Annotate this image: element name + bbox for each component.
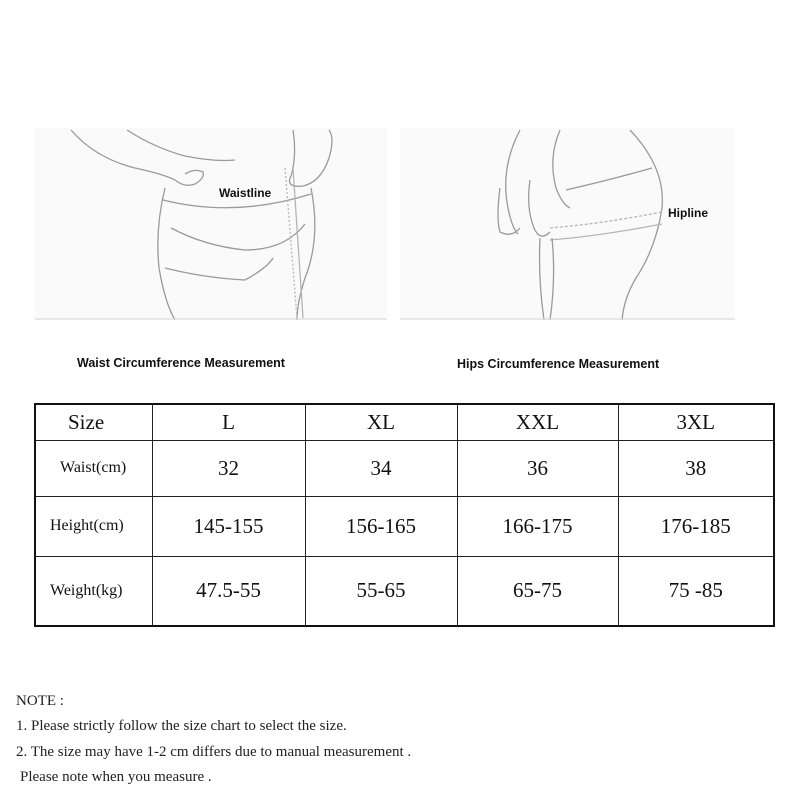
- table-cell: 32: [152, 440, 305, 496]
- table-cell: 75 -85: [618, 556, 774, 626]
- table-cell: 156-165: [305, 496, 457, 556]
- waist-measurement-illustration: [35, 128, 387, 320]
- table-cell: 145-155: [152, 496, 305, 556]
- note-line: 1. Please strictly follow the size chart to select the size.: [16, 718, 347, 734]
- table-cell: 38: [618, 440, 774, 496]
- table-cell: 176-185: [618, 496, 774, 556]
- row-label: Weight(kg): [35, 556, 152, 626]
- note-line: Please note when you measure .: [20, 769, 212, 785]
- hips-measurement-illustration: [400, 128, 735, 320]
- table-header-row: [35, 404, 774, 440]
- table-row: [35, 496, 774, 556]
- table-row: [35, 440, 774, 496]
- hips-caption: Hips Circumference Measurement: [457, 357, 660, 371]
- table-header-cell: 3XL: [618, 404, 774, 440]
- table-cell: 36: [457, 440, 618, 496]
- row-label: Height(cm): [35, 496, 152, 556]
- row-label: Waist(cm): [35, 440, 152, 496]
- table-cell: 65-75: [457, 556, 618, 626]
- table-header-cell: XL: [305, 404, 457, 440]
- table-cell: 166-175: [457, 496, 618, 556]
- note-title: NOTE :: [16, 693, 64, 709]
- table-header-cell: XXL: [457, 404, 618, 440]
- waist-caption: Waist Circumference Measurement: [77, 356, 285, 370]
- waistline-label: Waistline: [219, 186, 272, 200]
- note-line: 2. The size may have 1-2 cm differs due to manual measurement .: [16, 744, 412, 760]
- table-row: [35, 556, 774, 626]
- table-cell: 47.5-55: [152, 556, 305, 626]
- table-cell: 34: [305, 440, 457, 496]
- size-chart-table: [34, 403, 775, 627]
- table-header-cell: Size: [35, 404, 152, 440]
- table-header-cell: L: [152, 404, 305, 440]
- table-cell: 55-65: [305, 556, 457, 626]
- hipline-label: Hipline: [668, 206, 709, 220]
